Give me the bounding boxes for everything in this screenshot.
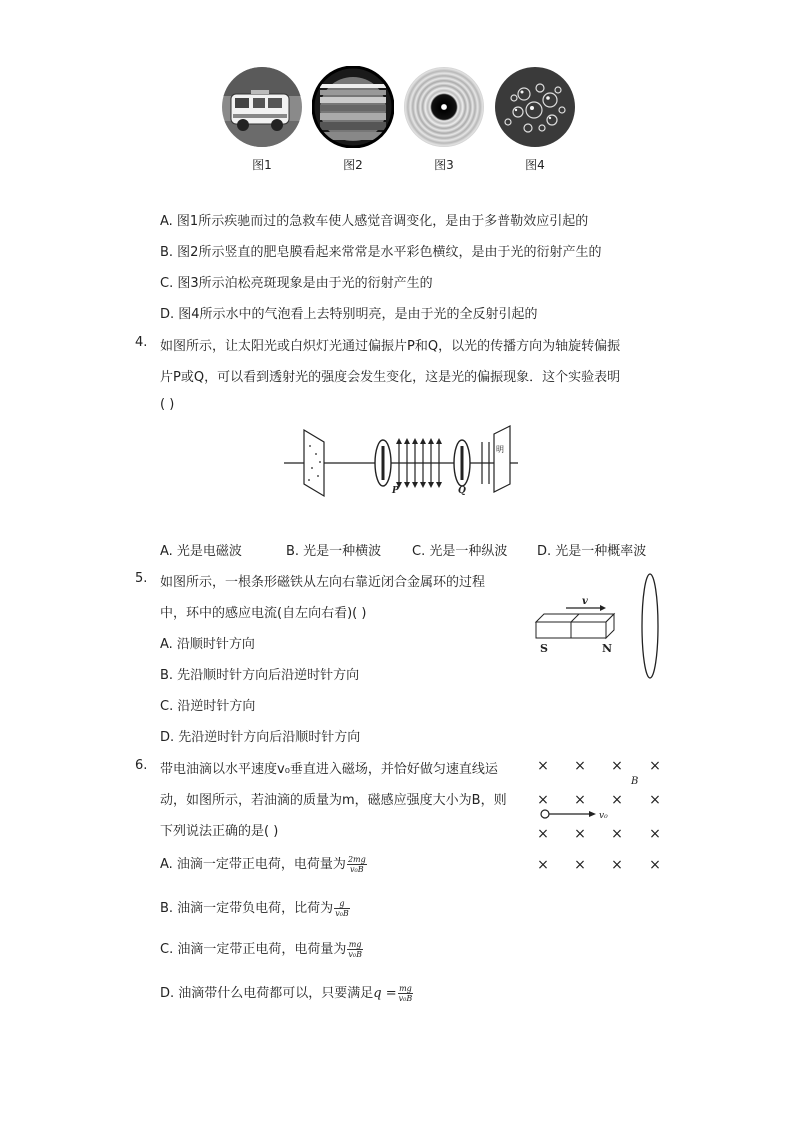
q4-stem-line2: 片P或Q，可以看到透射光的强度会发生变化，这是光的偏振现象．这个实验表明: [160, 370, 621, 385]
q6-option-c-fraction: [347, 940, 363, 959]
q3-option-d: D. 图4所示水中的气泡看上去特别明亮，是由于光的全反射引起的: [160, 307, 538, 322]
ambulance-photo: [221, 66, 303, 148]
q6-option-a-numerator: 2mg: [347, 855, 366, 864]
q6-stem-line1: 带电油滴以水平速度v₀垂直进入磁场，并恰好做匀速直线运: [160, 762, 498, 777]
q4-option-b: B. 光是一种横波: [286, 544, 382, 559]
svg-text:×: ×: [649, 857, 661, 873]
svg-text:×: ×: [649, 826, 661, 842]
magnet-ring-diagram: [530, 572, 664, 684]
svg-text:×: ×: [611, 857, 623, 873]
q4-option-a: A. 光是电磁波: [160, 544, 242, 559]
q6-option-a-text: A. 油滴一定带正电荷，电荷量为: [160, 857, 346, 872]
q3-option-c: C. 图3所示泊松亮斑现象是由于光的衍射产生的: [160, 276, 433, 291]
q4-stem-line1: 如图所示，让太阳光或白炽灯光通过偏振片P和Q，以光的传播方向为轴旋转偏振: [160, 339, 621, 354]
q6-option-c-text: C. 油滴一定带正电荷，电荷量为: [160, 942, 347, 957]
svg-text:×: ×: [611, 792, 623, 808]
label-v: v: [582, 596, 588, 607]
label-n: N: [602, 642, 613, 655]
q5-option-c: C. 沿逆时针方向: [160, 699, 256, 714]
q6-option-d-denominator: v₀B: [398, 994, 413, 1003]
caption-fig4: 图4: [525, 158, 545, 172]
q6-option-d: [160, 982, 413, 1003]
svg-text:×: ×: [537, 758, 549, 774]
poisson-spot-photo: [403, 66, 485, 148]
q6-option-d-variable: q =: [373, 986, 397, 1001]
svg-text:×: ×: [649, 758, 661, 774]
q6-option-d-text: D. 油滴带什么电荷都可以，只要满足: [160, 986, 374, 1001]
q6-stem-line3: 下列说法正确的是( ): [160, 824, 279, 839]
polarizer-diagram: [282, 422, 522, 504]
svg-text:×: ×: [574, 857, 586, 873]
soap-film-photo: [312, 66, 394, 148]
q6-option-c: [160, 938, 363, 959]
q6-option-b-denominator: v₀B: [335, 909, 349, 918]
caption-fig3: 图3: [434, 158, 454, 172]
q6-option-b-text: B. 油滴一定带负电荷，比荷为: [160, 901, 334, 916]
q5-stem-line1: 如图所示，一根条形磁铁从左向右靠近闭合金属环的过程: [160, 575, 486, 590]
q6-option-a-fraction: [347, 855, 367, 874]
svg-text:×: ×: [537, 792, 549, 808]
q6-option-d-fraction: [398, 984, 414, 1003]
q3-option-a: A. 图1所示疾驰而过的急救车使人感觉音调变化，是由于多普勒效应引起的: [160, 214, 589, 229]
q6-number: 6.: [135, 758, 148, 773]
svg-text:×: ×: [537, 826, 549, 842]
q6-option-a-denominator: v₀B: [350, 865, 364, 874]
svg-text:×: ×: [574, 758, 586, 774]
label-q: Q: [458, 486, 466, 496]
svg-text:×: ×: [611, 758, 623, 774]
bubbles-photo: [494, 66, 576, 148]
q5-number: 5.: [135, 571, 148, 586]
q6-option-b: [160, 897, 350, 918]
q4-number: 4.: [135, 335, 148, 350]
q6-option-c-numerator: mg: [348, 940, 362, 949]
q4-stem-line3: ( ): [160, 397, 175, 412]
q6-option-c-denominator: v₀B: [348, 950, 362, 959]
q6-option-d-numerator: mg: [399, 984, 412, 993]
q5-option-a: A. 沿顺时针方向: [160, 637, 255, 652]
svg-text:×: ×: [574, 826, 586, 842]
svg-text:×: ×: [574, 792, 586, 808]
screen-bright-label: 明: [496, 445, 504, 454]
q6-option-b-fraction: [334, 899, 350, 918]
label-v0: v₀: [599, 811, 608, 821]
q6-option-b-numerator: g: [334, 899, 350, 909]
q6-option-a: [160, 853, 367, 874]
q5-option-d: D. 先沿逆时针方向后沿顺时针方向: [160, 730, 361, 745]
caption-fig2: 图2: [343, 158, 363, 172]
q4-option-c: C. 光是一种纵波: [412, 544, 508, 559]
label-b: B: [631, 776, 639, 787]
magnetic-field-diagram: [533, 754, 667, 876]
q3-option-b: B. 图2所示竖直的肥皂膜看起来常常是水平彩色横纹，是由于光的衍射产生的: [160, 245, 602, 260]
label-s: S: [540, 642, 548, 655]
svg-text:×: ×: [611, 826, 623, 842]
q5-stem-line2: 中，环中的感应电流(自左向右看)( ): [160, 606, 367, 621]
q6-stem-line2: 动，如图所示，若油滴的质量为m，磁感应强度大小为B，则: [160, 793, 507, 808]
svg-text:×: ×: [649, 792, 661, 808]
caption-fig1: 图1: [252, 158, 272, 172]
q4-option-d: D. 光是一种概率波: [537, 544, 647, 559]
svg-text:×: ×: [537, 857, 549, 873]
label-p: P: [392, 486, 399, 496]
q5-option-b: B. 先沿顺时针方向后沿逆时针方向: [160, 668, 360, 683]
